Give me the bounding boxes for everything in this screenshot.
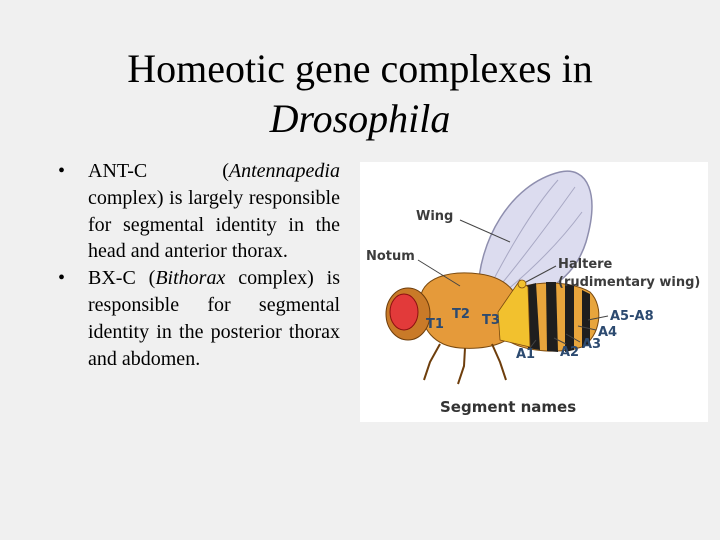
bullet-item-antc (58, 158, 340, 265)
title-line-1: Homeotic gene complexes in (127, 46, 593, 91)
slide-title (60, 44, 660, 144)
a1-label: A1 (516, 347, 536, 362)
abdomen-stripe (546, 282, 558, 352)
a5a8-label: A5-A8 (610, 309, 654, 324)
bullet-marker: • (58, 267, 66, 290)
bullet-text-post: complex) is responsible for segmental identity in the posterior thorax and abdomen. (88, 267, 340, 370)
fly-segment-figure (360, 162, 708, 422)
eye-shape (390, 294, 418, 330)
figure-caption: Segment names (440, 398, 577, 416)
haltere-label: Haltere (558, 257, 613, 272)
title-line-2: Drosophila (269, 96, 451, 141)
t1-label: T1 (426, 317, 444, 332)
leg-middle (458, 348, 465, 384)
leg-hind (492, 344, 506, 380)
t3-label: T3 (482, 313, 500, 328)
a2-label: A2 (560, 345, 580, 360)
bullet-text-italic: Bithorax (155, 267, 226, 290)
bullet-text-pre: BX-C ( (88, 267, 156, 290)
a3-label: A3 (582, 337, 602, 352)
a4-label: A4 (598, 325, 618, 340)
leg-front (424, 344, 440, 380)
bullet-list (58, 158, 340, 372)
haltere-sublabel: (rudimentary wing) (558, 275, 701, 290)
fly-illustration (360, 162, 708, 422)
bullet-marker: • (58, 160, 66, 182)
bullet-item-bxc (58, 265, 340, 372)
bullet-text-pre: ANT-C ( (88, 160, 229, 182)
t2-label: T2 (452, 307, 470, 322)
abdomen-stripe (565, 283, 574, 352)
notum-label: Notum (366, 249, 415, 264)
bullet-text-post: complex) is largely responsible for segmental identity in the head and anterior thorax. (88, 186, 340, 263)
wing-label: Wing (416, 209, 454, 224)
bullet-text-italic: Antennapedia (228, 160, 340, 182)
haltere-shape (518, 280, 526, 288)
